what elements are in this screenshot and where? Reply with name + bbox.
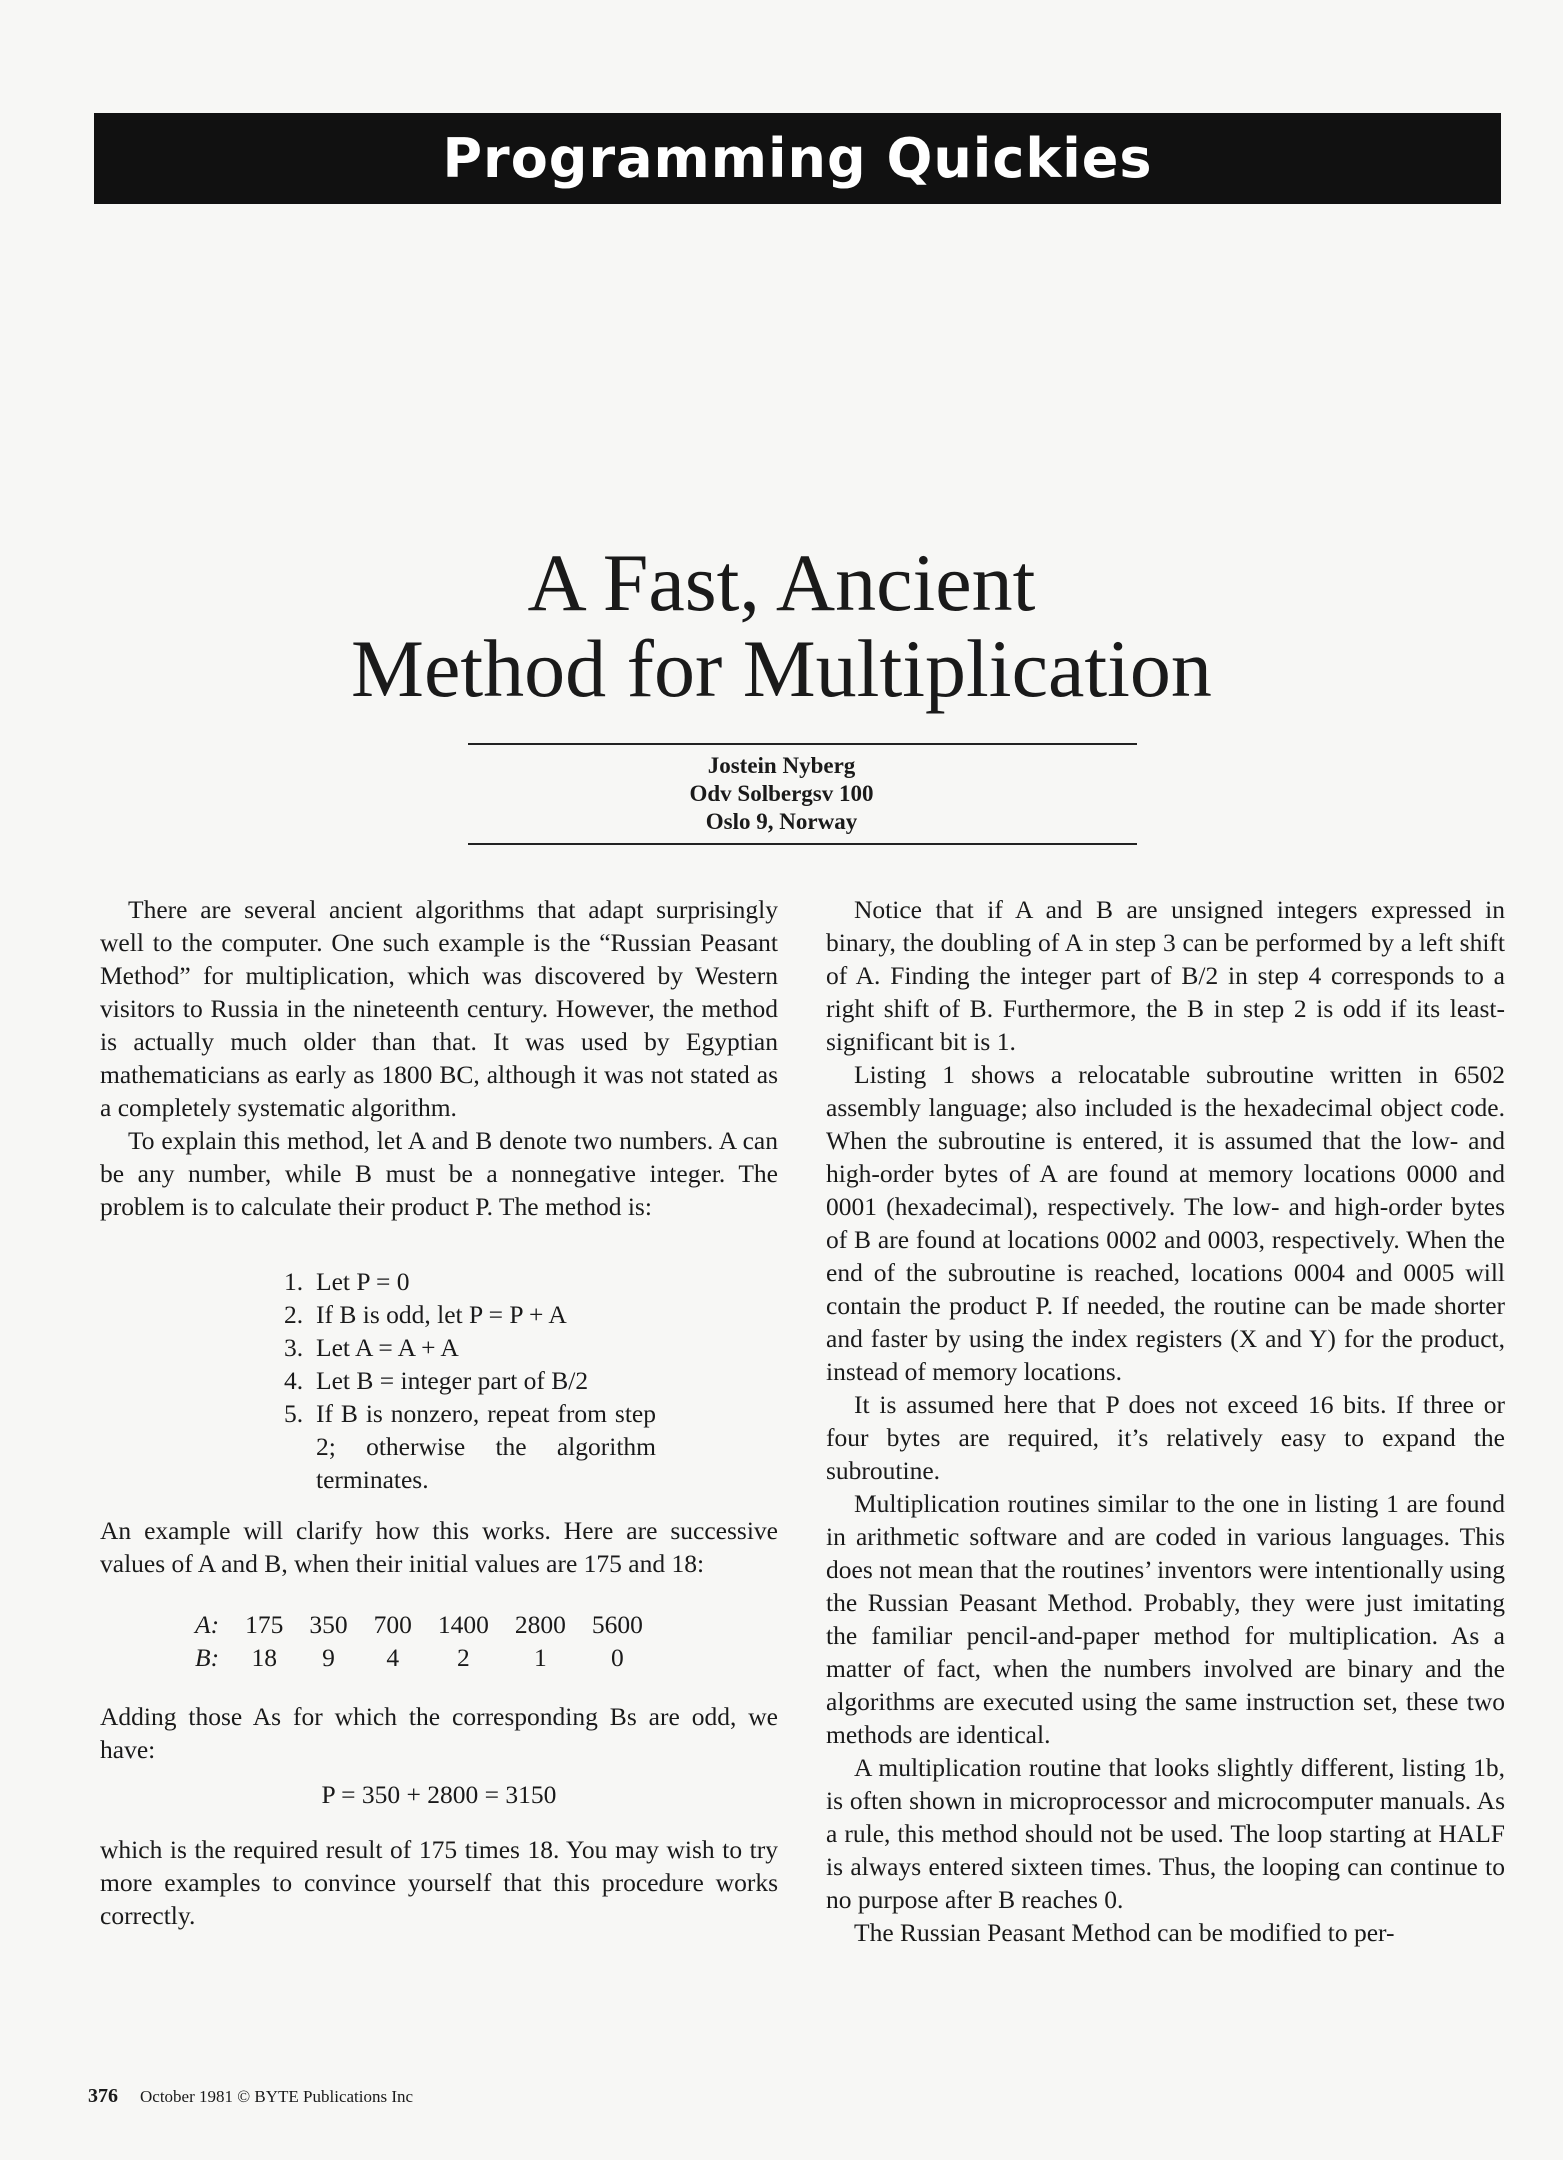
step-text: Let B = integer part of B/2 (316, 1366, 589, 1395)
cell: 350 (309, 1610, 348, 1639)
formula: P = 350 + 2800 = 3150 (321, 1780, 557, 1809)
cell: 2800 (514, 1610, 566, 1639)
step-text: Let P = 0 (316, 1267, 410, 1296)
cell: 4 (386, 1643, 400, 1672)
step-number: 2. (284, 1300, 304, 1329)
divider-top (468, 743, 1137, 745)
step-number: 1. (284, 1267, 304, 1296)
cell: 700 (373, 1610, 412, 1639)
cell: 0 (610, 1643, 624, 1672)
cell: 1400 (437, 1610, 489, 1639)
step-text: Let A = A + A (316, 1333, 459, 1362)
footer-credit: October 1981 © BYTE Publications Inc (140, 2087, 414, 2106)
method-steps (284, 1265, 724, 1496)
paragraph: Multiplication routines similar to the one in listing 1 are found in arithmetic software and are coded in various languages. This does not mean that the routines’ inventors were intentionally using the Russian Peasant Method. Probably, they were just imitating the familiar pencil-and-paper method for multiplication. As a matter of fact, when the numbers involved are binary and the algorithms are executed using the same instruction set, these two methods are identical. (826, 1489, 1505, 1749)
author-name: Jostein Nyberg (707, 753, 856, 778)
step-text: If B is nonzero, repeat from step 2; otherwise the algorithm terminates. (316, 1399, 656, 1494)
step-item (284, 1298, 724, 1331)
step-number: 4. (284, 1366, 304, 1395)
cell: 175 (245, 1610, 284, 1639)
paragraph: There are several ancient algorithms that adapt surprisingly well to the computer. One such example is the “Russian Peasant Method” for multiplication, which was discovered by Western visitors to Russia in the nineteenth century. However, the method is actually much older than that. It was used by Egyptian mathematicians as early as 1800 BC, although it was not stated as a completely systematic algorithm. (100, 895, 778, 1122)
author-street: Odv Solbergsv 100 (689, 781, 874, 806)
paragraph: The Russian Peasant Method can be modified to per- (854, 1918, 1395, 1947)
example-table (195, 1608, 656, 1674)
cell: 5600 (591, 1610, 643, 1639)
right-column (826, 893, 1505, 1949)
step-item (284, 1397, 724, 1496)
paragraph: which is the required result of 175 times 18. You may wish to try more examples to convince yourself that this procedure works correctly. (100, 1835, 778, 1930)
table-row-b (195, 1641, 656, 1674)
row-label: B: (195, 1643, 220, 1672)
cell: 2 (456, 1643, 470, 1672)
cell: 9 (322, 1643, 335, 1672)
paragraph: To explain this method, let A and B denote two numbers. A can be any number, while B must be a nonnegative integer. The problem is to calculate their product P. The method is: (100, 1126, 778, 1221)
left-column (100, 893, 778, 1932)
step-number: 3. (284, 1333, 304, 1362)
page-footer (88, 2085, 413, 2108)
paragraph: Adding those As for which the corresponding Bs are odd, we have: (100, 1702, 778, 1764)
paragraph: Listing 1 shows a relocatable subroutine written in 6502 assembly language; also included is the hexadecimal object code. When the subroutine is entered, it is assumed that the low- and high-order bytes of A are found at memory locations 0000 and 0001 (hexadecimal), respectively. The low- and high-order bytes of B are found at locations 0002 and 0003, respectively. When the end of the subroutine is reached, locations 0004 and 0005 will contain the product P. If needed, the routine can be made shorter and faster by using the index registers (X and Y) for the product, instead of memory locations. (826, 1060, 1505, 1386)
table-row-a (195, 1608, 656, 1641)
title-line-1: A Fast, Ancient (527, 537, 1036, 628)
author-city: Oslo 9, Norway (705, 809, 858, 834)
section-banner (94, 113, 1501, 204)
paragraph: An example will clarify how this works. Here are successive values of A and B, when their initial values are 175 and 18: (100, 1516, 778, 1578)
title-line-2: Method for Multiplication (351, 623, 1212, 714)
paragraph: It is assumed here that P does not exceed 16 bits. If three or four bytes are required, it’s relatively easy to expand the subroutine. (826, 1390, 1505, 1485)
page-number: 376 (88, 2085, 118, 2107)
cell: 18 (251, 1643, 277, 1672)
paragraph: A multiplication routine that looks slightly different, listing 1b, is often shown in microprocessor and microcomputer manuals. As a rule, this method should not be used. The loop starting at HALF is always entered sixteen times. Thus, the looping can continue to no purpose after B reaches 0. (826, 1753, 1505, 1914)
banner-title: Programming Quickies (442, 127, 1153, 190)
step-number: 5. (284, 1399, 304, 1428)
step-item (284, 1265, 724, 1298)
author-block (0, 752, 1563, 836)
paragraph: Notice that if A and B are unsigned integers expressed in binary, the doubling of A in step 3 can be performed by a left shift of A. Finding the integer part of B/2 in step 4 corresponds to a right shift of B. Furthermore, the B in step 2 is odd if its least-significant bit is 1. (826, 895, 1505, 1056)
step-item (284, 1364, 724, 1397)
step-text: If B is odd, let P = P + A (316, 1300, 567, 1329)
cell: 1 (533, 1643, 547, 1672)
step-item (284, 1331, 724, 1364)
divider-bottom (468, 843, 1137, 845)
row-label: A: (195, 1610, 220, 1639)
article-title (0, 537, 1563, 714)
